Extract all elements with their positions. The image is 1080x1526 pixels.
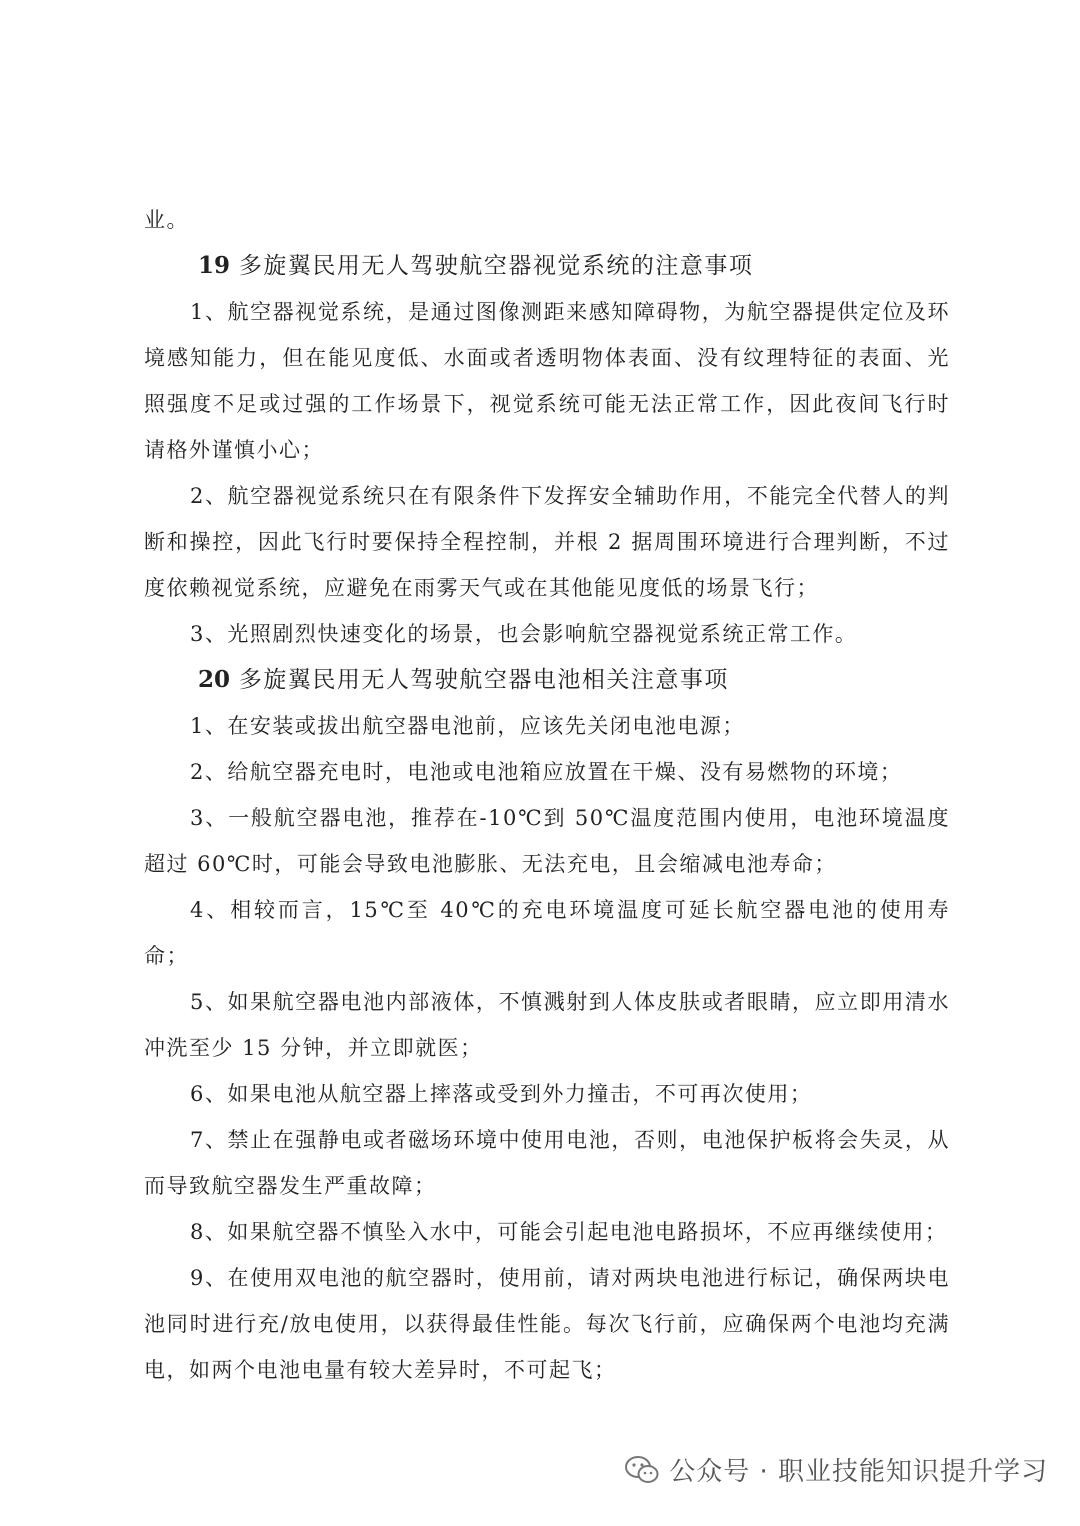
section-20-item-4: 4、相较而言，15℃至 40℃的充电环境温度可延长航空器电池的使用寿命； bbox=[144, 898, 950, 968]
section-20-item-6: 6、如果电池从航空器上摔落或受到外力撞击，不可再次使用； bbox=[190, 1082, 813, 1106]
watermark bbox=[625, 1451, 1048, 1488]
carryover-text: 业。 bbox=[144, 208, 189, 232]
document-body bbox=[144, 197, 950, 1393]
section-20-item-5: 5、如果航空器电池内部液体，不慎溅射到人体皮肤或者眼睛，应立即用清水冲洗至少 15 分钟，并立即就医； bbox=[144, 990, 950, 1060]
watermark-text: 公众号 · 职业技能知识提升学习 bbox=[669, 1457, 1048, 1487]
section-title: 多旋翼民用无人驾驶航空器电池相关注意事项 bbox=[238, 667, 729, 693]
section-20-item-2: 2、给航空器充电时，电池或电池箱应放置在干燥、没有易燃物的环境； bbox=[190, 760, 903, 784]
section-heading-19 bbox=[144, 243, 950, 289]
section-19-item-3: 3、光照剧烈快速变化的场景，也会影响航空器视觉系统正常工作。 bbox=[190, 622, 858, 646]
section-number: 19 bbox=[198, 252, 231, 279]
section-20-item-3: 3、一般航空器电池，推荐在-10℃到 50℃温度范围内使用，电池环境温度超过 60℃时，可能会导致电池膨胀、无法充电，且会缩减电池寿命； bbox=[144, 806, 950, 876]
section-title: 多旋翼民用无人驾驶航空器视觉系统的注意事项 bbox=[238, 253, 754, 279]
section-19-item-2: 2、航空器视觉系统只在有限条件下发挥安全辅助作用，不能完全代替人的判断和操控，因此飞行时要保持全程控制，并根 2 据周围环境进行合理判断，不过度依赖视觉系统，应避免在雨雾天气或在其他能见度低的场景飞行； bbox=[144, 484, 950, 600]
section-20-item-1: 1、在安装或拔出航空器电池前，应该先关闭电池电源； bbox=[190, 714, 745, 738]
section-number: 20 bbox=[198, 666, 231, 693]
section-20-item-7: 7、禁止在强静电或者磁场环境中使用电池，否则，电池保护板将会失灵，从而导致航空器发生严重故障； bbox=[144, 1128, 950, 1198]
section-heading-20 bbox=[144, 657, 950, 703]
section-19-item-1: 1、航空器视觉系统，是通过图像测距来感知障碍物，为航空器提供定位及环境感知能力，但在能见度低、水面或者透明物体表面、没有纹理特征的表面、光照强度不足或过强的工作场景下，视觉系统可能无法正常工作，因此夜间飞行时请格外谨慎小心； bbox=[144, 300, 950, 462]
section-20-item-8: 8、如果航空器不慎坠入水中，可能会引起电池电路损坏，不应再继续使用； bbox=[190, 1220, 948, 1244]
wechat-icon bbox=[625, 1455, 659, 1485]
section-20-item-9: 9、在使用双电池的航空器时，使用前，请对两块电池进行标记，确保两块电池同时进行充/放电使用，以获得最佳性能。每次飞行前，应确保两个电池均充满电，如两个电池电量有较大差异时，不可起飞； bbox=[144, 1266, 950, 1382]
